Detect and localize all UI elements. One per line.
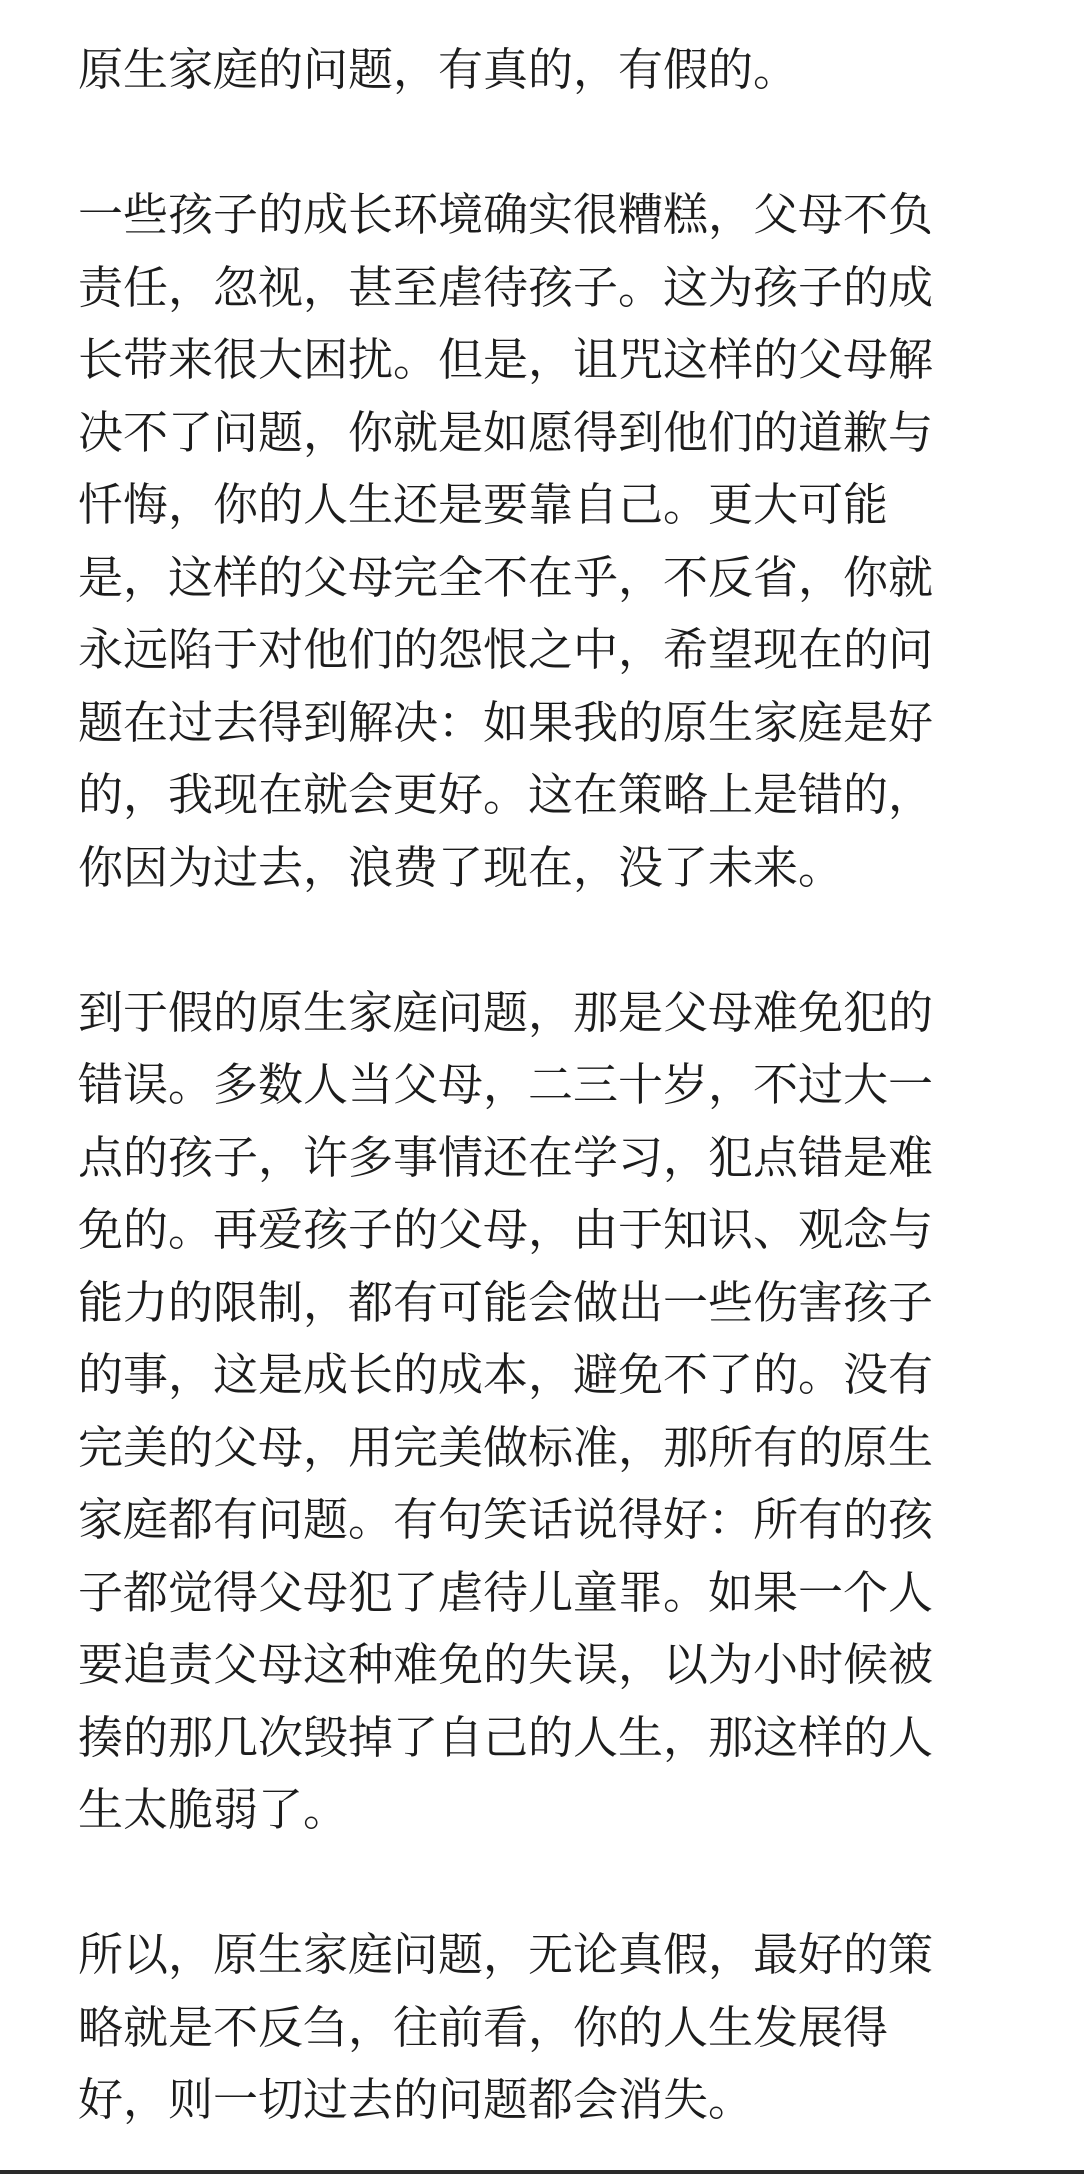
text-line: 永远陷于对他们的怨恨之中，希望现在的问 — [78, 623, 934, 676]
text-line: 到于假的原生家庭问题，那是父母难免犯的 — [78, 985, 934, 1039]
text-line: 题在过去得到解决：如果我的原生家庭是好 — [78, 695, 934, 749]
text-line: 好，则一切过去的问题都会消失。 — [78, 2073, 754, 2126]
text-line: 点的孩子，许多事情还在学习，犯点错是难 — [78, 1130, 934, 1184]
paragraph-4 — [78, 1919, 1018, 2137]
text-line: 你因为过去，浪费了现在，没了未来。 — [78, 840, 844, 894]
text-line: 的，我现在就会更好。这在策略上是错的， — [78, 768, 934, 821]
text-line: 责任，忽视，甚至虐待孩子。这为孩子的成 — [78, 260, 934, 314]
article-text — [78, 34, 1018, 2137]
text-line: 免的。再爱孩子的父母，由于知识、观念与 — [78, 1203, 934, 1256]
bottom-edge-bar — [0, 2170, 1084, 2174]
paragraph-gap — [78, 904, 1018, 977]
text-line: 揍的那几次毁掉了自己的人生，那这样的人 — [78, 1710, 934, 1764]
paragraph-gap — [78, 107, 1018, 180]
text-line: 完美的父母，用完美做标准，那所有的原生 — [78, 1420, 934, 1474]
text-line: 的事，这是成长的成本，避免不了的。没有 — [78, 1348, 934, 1401]
text-line: 略就是不反刍，往前看，你的人生发展得 — [78, 2000, 889, 2054]
paragraph-gap — [78, 1847, 1018, 1920]
text-line: 一些孩子的成长环境确实很糟糕，父母不负 — [78, 188, 934, 241]
paragraph-1 — [78, 34, 1018, 107]
text-line: 原生家庭的问题，有真的，有假的。 — [78, 43, 799, 96]
text-line: 生太脆弱了。 — [78, 1783, 349, 1836]
text-line: 子都觉得父母犯了虐待儿童罪。如果一个人 — [78, 1565, 934, 1619]
text-line: 长带来很大困扰。但是，诅咒这样的父母解 — [78, 333, 934, 386]
text-line: 能力的限制，都有可能会做出一些伤害孩子 — [78, 1275, 934, 1329]
text-line: 忏悔，你的人生还是要靠自己。更大可能 — [78, 478, 889, 531]
text-line: 错误。多数人当父母，二三十岁，不过大一 — [78, 1058, 934, 1111]
text-line: 所以，原生家庭问题，无论真假，最好的策 — [78, 1928, 934, 1981]
text-line: 家庭都有问题。有句笑话说得好：所有的孩 — [78, 1493, 934, 1546]
text-line: 决不了问题，你就是如愿得到他们的道歉与 — [78, 405, 934, 459]
text-line: 是，这样的父母完全不在乎，不反省，你就 — [78, 550, 934, 604]
paragraph-2 — [78, 179, 1018, 904]
paragraph-3 — [78, 977, 1018, 1847]
text-line: 要追责父母这种难免的失误，以为小时候被 — [78, 1638, 934, 1691]
